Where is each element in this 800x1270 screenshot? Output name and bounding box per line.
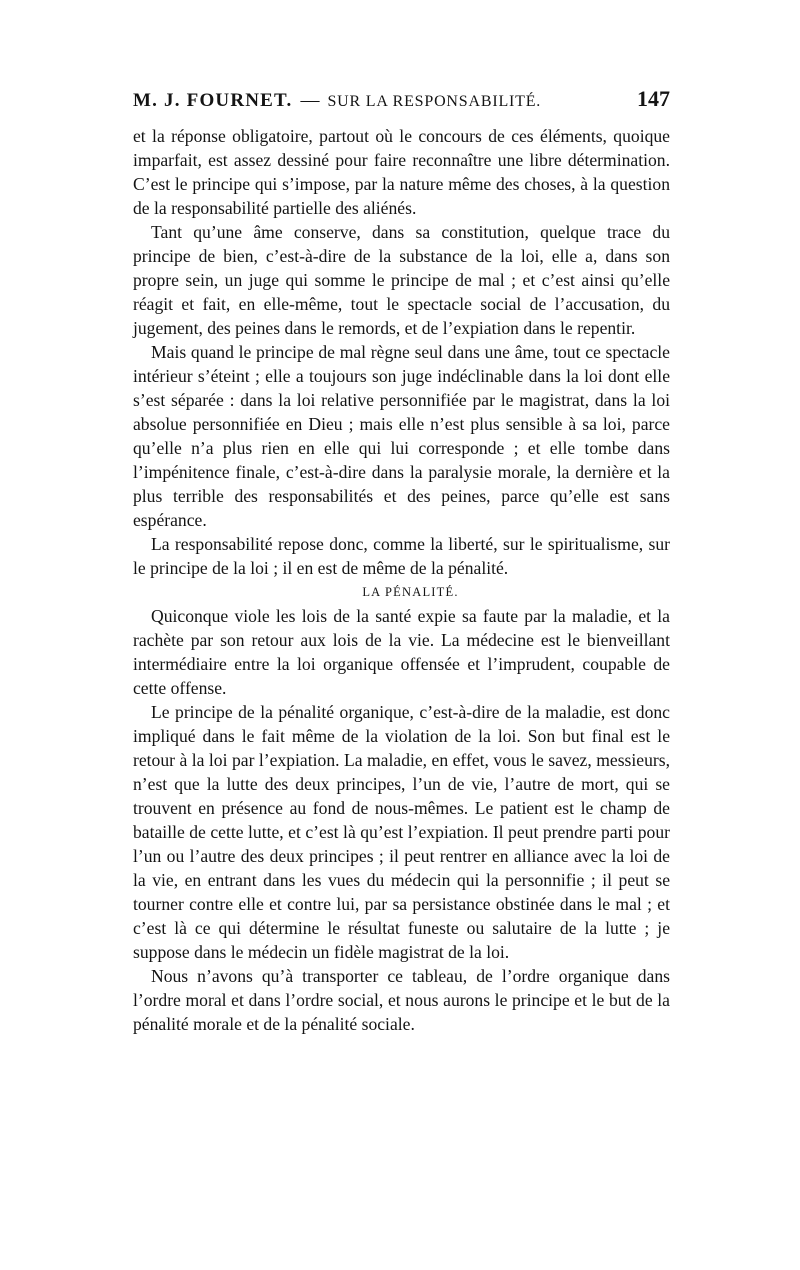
paragraph: Nous n’avons qu’à transporter ce tableau, de l’ordre organique dans l’ordre moral et dans l’ordre social, et nous aurons le principe et le but de la pénalité morale et de la pénalité sociale. bbox=[133, 966, 670, 1034]
paragraph: Quiconque viole les lois de la santé expie sa faute par la maladie, et la rachète par son retour aux lois de la vie. La médecine est le bienveillant intermédiaire entre la loi organique offensée et l’imprudent, coupable de cette offense. bbox=[133, 606, 670, 698]
paragraph: Mais quand le principe de mal règne seul dans une âme, tout ce spectacle intérieur s’éteint ; elle a toujours son juge indéclinable dans la loi dont elle s’est séparée : dans la loi relative personnifiée par le magistrat, dans la loi absolue personnifiée en Dieu ; mais elle n’est plus sensible à sa loi, parce qu’elle n’a plus rien en elle qui lui corresponde ; et elle tombe dans l’impénitence finale, c’est-à-dire dans la paralysie morale, la dernière et la plus terrible des responsabilités et des peines, parce qu’elle est sans espérance. bbox=[133, 342, 670, 530]
paragraph: La responsabilité repose donc, comme la liberté, sur le spiritualisme, sur le principe de la loi ; il en est de même de la pénalité. bbox=[133, 534, 670, 578]
header-topic: SUR LA RESPONSABILITÉ. bbox=[327, 93, 542, 110]
running-header bbox=[133, 86, 670, 120]
paragraph: et la réponse obligatoire, partout où le concours de ces éléments, quoique imparfait, est assez dessiné pour faire reconnaître une libre détermination. C’est le principe qui s’impose, par la nature même des choses, à la question de la responsabilité partielle des aliénés. bbox=[133, 126, 670, 218]
body-text bbox=[133, 124, 670, 1036]
header-separator: — bbox=[300, 90, 320, 111]
page-number: 147 bbox=[637, 86, 670, 111]
paragraph: Tant qu’une âme conserve, dans sa constitution, quelque trace du principe de bien, c’est-à-dire de la substance de la loi, elle a, dans son propre sein, un juge qui somme le principe de mal ; et c’est ainsi qu’elle réagit et fait, en elle-même, tout le spectacle social de l’accusation, du jugement, des peines dans le remords, et de l’expiation dans le repentir. bbox=[133, 222, 670, 338]
paragraph: Le principe de la pénalité organique, c’est-à-dire de la maladie, est donc impliqué dans le fait même de la violation de la loi. Son but final est le retour à la loi par l’expiation. La maladie, en effet, vous le savez, messieurs, n’est que la lutte des deux principes, l’un de vie, l’autre de mort, qui se trouvent en présence au fond de nous-mêmes. Le patient est le champ de bataille de cette lutte, et c’est là qu’est l’expiation. Il peut prendre parti pour l’un ou l’autre des deux principes ; il peut rentrer en alliance avec la loi de la vie, en entrant dans les vues du médecin qui la personnifie ; il peut se tourner contre elle et contre lui, par sa persistance obstinée dans le mal ; et c’est là ce qui détermine le résultat funeste ou salutaire de la lutte ; je suppose dans le médecin un fidèle magistrat de la loi. bbox=[133, 702, 670, 962]
header-author: M. J. FOURNET. bbox=[133, 90, 293, 111]
section-title: LA PÉNALITÉ. bbox=[362, 585, 459, 599]
